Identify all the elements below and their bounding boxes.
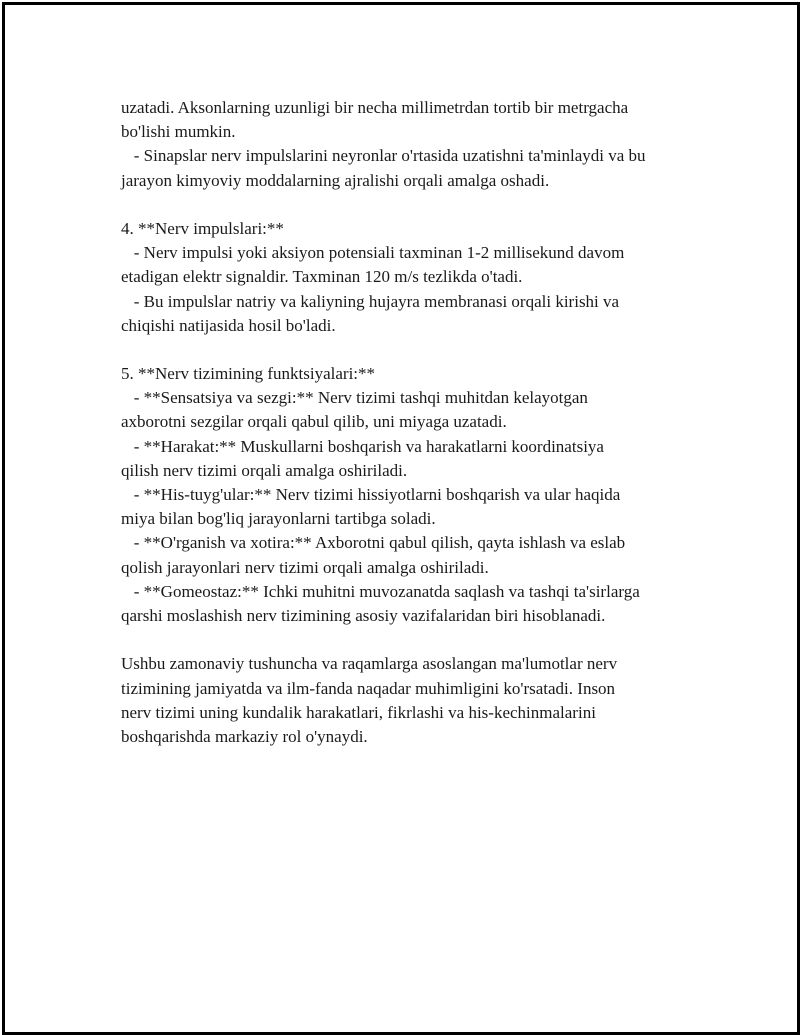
text-line: - **Harakat:** Muskullarni boshqarish va harakatlarni koordinatsiya — [121, 436, 604, 456]
section-heading: 4. **Nerv impulslari:** — [121, 218, 284, 238]
text-line: - Sinapslar nerv impulslarini neyronlar o'rtasida uzatishni ta'minlaydi va bu — [121, 146, 646, 166]
text-line: qilish nerv tizimi orqali amalga oshiriladi. — [121, 460, 408, 480]
text-line: - Bu impulslar natriy va kaliyning hujayra membranasi orqali kirishi va — [121, 291, 620, 311]
text-line: boshqarishda markaziy rol o'ynaydi. — [121, 726, 368, 746]
text-line: nerv tizimi uning kundalik harakatlari, fikrlashi va his-kechinmalarini — [121, 702, 596, 722]
blank-line — [121, 193, 721, 217]
text-line: axborotni sezgilar orqali qabul qilib, uni miyaga uzatadi. — [121, 412, 507, 432]
text-line: qolish jarayonlari nerv tizimi orqali amalga oshiriladi. — [121, 557, 489, 577]
text-line: - **O'rganish va xotira:** Axborotni qabul qilish, qayta ishlash va eslab — [121, 533, 626, 553]
blank-line — [121, 628, 721, 652]
text-line: tizimining jamiyatda va ilm-fanda naqadar muhimligini ko'rsatadi. Inson — [121, 678, 616, 698]
text-line: bo'lishi mumkin. — [121, 122, 236, 142]
section-heading: 5. **Nerv tizimining funktsiyalari:** — [121, 364, 376, 384]
text-line: etadigan elektr signaldir. Taxminan 120 m/s tezlikda o'tadi. — [121, 267, 523, 287]
text-line: uzatadi. Aksonlarning uzunligi bir necha millimetrdan tortib bir metrgacha — [121, 98, 629, 117]
text-line: jarayon kimyoviy moddalarning ajralishi orqali amalga oshadi. — [121, 170, 550, 190]
blank-line — [121, 338, 721, 362]
text-line: - **His-tuyg'ular:** Nerv tizimi hissiyotlarni boshqarish va ular haqida — [121, 485, 621, 504]
text-line: qarshi moslashish nerv tizimining asosiy vazifalaridan biri hisoblanadi. — [121, 605, 606, 625]
text-line: - Nerv impulsi yoki aksiyon potensiali taxminan 1-2 millisekund davom — [121, 243, 625, 263]
page-frame — [2, 2, 800, 1035]
text-line: chiqishi natijasida hosil bo'ladi. — [121, 315, 336, 335]
text-line: - **Gomeostaz:** Ichki muhitni muvozanatda saqlash va tashqi ta'sirlarga — [121, 581, 640, 601]
text-line: - **Sensatsiya va sezgi:** Nerv tizimi tashqi muhitdan kelayotgan — [121, 388, 588, 408]
text-line: Ushbu zamonaviy tushuncha va raqamlarga asoslangan ma'lumotlar nerv — [121, 654, 618, 674]
text-line: miya bilan bog'liq jarayonlarni tartibga soladi. — [121, 509, 436, 529]
document-body — [121, 96, 721, 749]
